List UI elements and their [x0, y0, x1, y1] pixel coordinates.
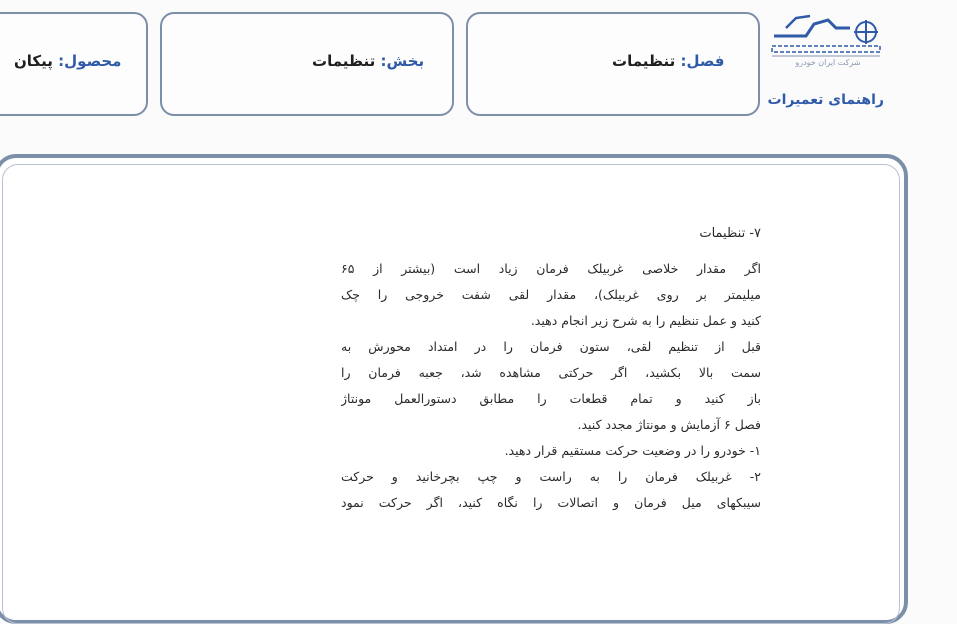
- body-line: میلیمتر بر روی غربیلک)، مقدار لقی شفت خروجی را چک: [341, 287, 761, 302]
- product-key: محصول:: [58, 52, 122, 70]
- section-label: [312, 52, 424, 70]
- section-key: بخش:: [380, 52, 425, 70]
- body-line: سمت بالا بکشید، اگر حرکتی مشاهده شد، جعبه فرمان را: [341, 365, 761, 380]
- body-line: اگر مقدار خلاصی غربیلک فرمان زیاد است (بیشتر از ۶۵: [341, 261, 761, 276]
- product-value: پیکان: [14, 52, 53, 70]
- body-line: فصل ۶ آزمایش و مونتاژ مجدد کنید.: [577, 417, 761, 432]
- chapter-value: تنظیمات: [612, 52, 676, 70]
- body-line: قبل از تنظیم لقی، ستون فرمان را در امتداد محورش به: [341, 339, 761, 354]
- chapter-key: فصل:: [680, 52, 725, 70]
- section-value: تنظیمات: [312, 52, 376, 70]
- logo-title: راهنمای تعمیرات: [767, 92, 884, 108]
- body-line: کنید و عمل تنظیم را به شرح زیر انجام دهید.: [530, 313, 761, 328]
- body-line: ۲- غربیلک فرمان را به راست و چپ بچرخانید و حرکت: [341, 469, 761, 484]
- body-line: باز کنید و تمام قطعات را مطابق دستورالعمل مونتاژ: [341, 391, 761, 406]
- section-title: ۷- تنظیمات: [699, 226, 761, 241]
- chapter-label: [612, 52, 725, 70]
- body-line: سیبکهای میل فرمان و اتصالات را نگاه کنید، اگر حرکت نمود: [341, 495, 761, 510]
- body-line: ۱- خودرو را در وضعیت حرکت مستقیم قرار دهید.: [504, 443, 761, 458]
- logo-subtitle: شرکت ایران خودرو: [795, 58, 861, 67]
- product-label: [14, 52, 121, 70]
